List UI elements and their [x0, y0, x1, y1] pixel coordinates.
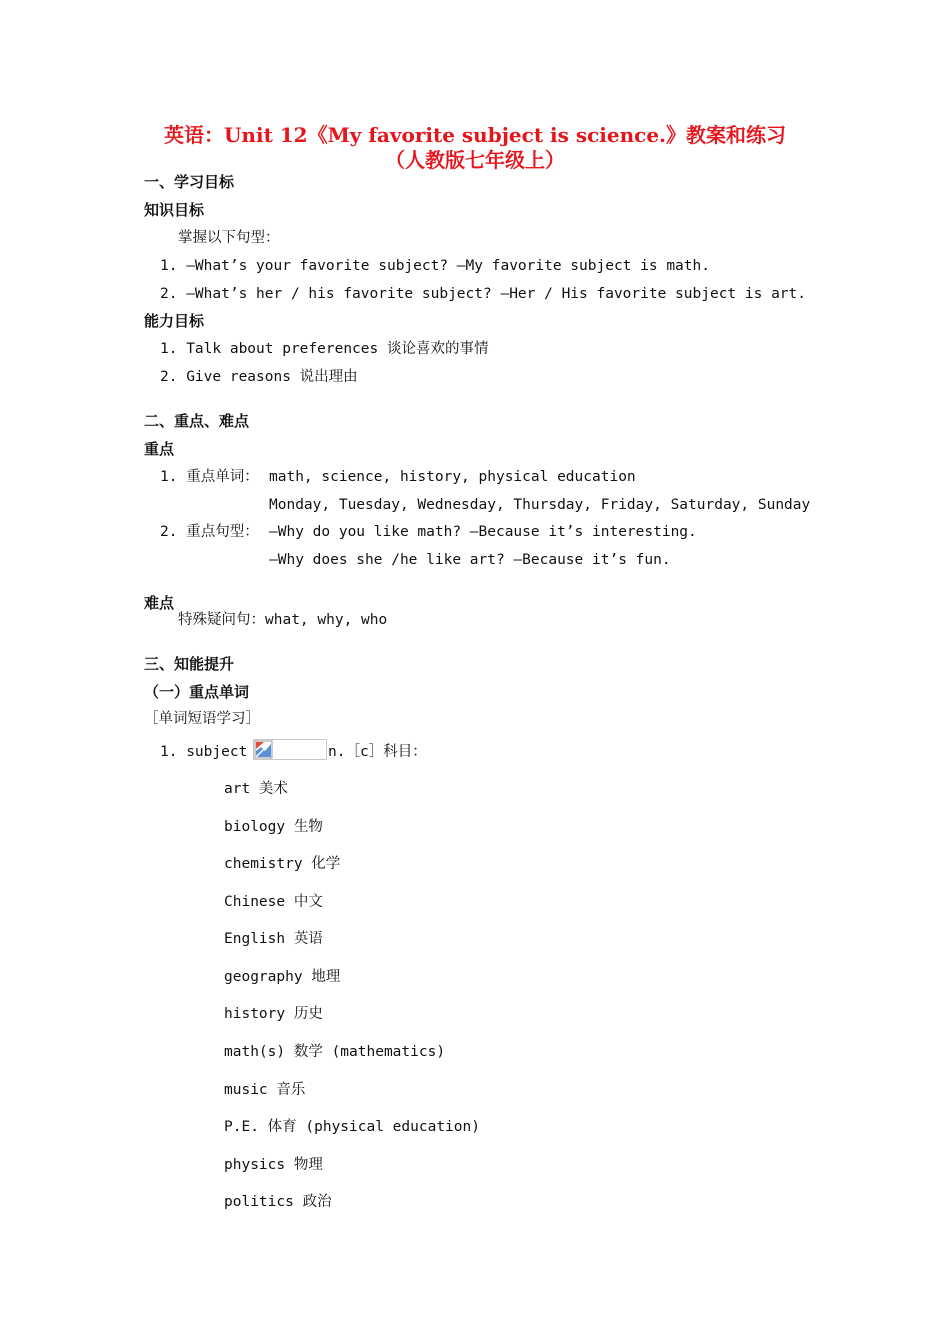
subject-biology: biology 生物 [224, 819, 323, 835]
subheading-difficult: 难点 [144, 594, 175, 612]
section-heading-objectives: 一、学习目标 [144, 173, 235, 191]
subject-politics: politics 政治 [224, 1194, 332, 1210]
document-subtitle: （人教版七年级上） [385, 148, 565, 172]
subheading-knowledge: 知识目标 [144, 201, 205, 219]
subject-geography: geography 地理 [224, 969, 341, 985]
subject-music: music 音乐 [224, 1082, 306, 1098]
knowledge-intro: 掌握以下句型： [178, 230, 280, 246]
subject-chinese: Chinese 中文 [224, 894, 323, 910]
key-item-2-line-2: —Why does she /he like art? —Because it’s fun. [269, 552, 671, 568]
ability-item-1: 1. Talk about preferences 谈论喜欢的事情 [160, 341, 489, 357]
subheading-key: 重点 [144, 440, 175, 458]
key-item-1-line-1: math, science, history, physical education [269, 469, 636, 485]
subject-english: English 英语 [224, 931, 323, 947]
ability-item-2: 2. Give reasons 说出理由 [160, 369, 358, 385]
knowledge-item-2: 2. —What’s her / his favorite subject? —Her / His favorite subject is art. [160, 286, 807, 302]
subheading-ability: 能力目标 [144, 312, 205, 330]
subject-history: history 历史 [224, 1006, 323, 1022]
knowledge-item-1: 1. —What’s your favorite subject? —My favorite subject is math. [160, 258, 710, 274]
vocab-item-1-word: 1. subject [160, 744, 248, 760]
bracket-label: ［单词短语学习］ [144, 711, 260, 727]
subject-art: art 美术 [224, 781, 288, 797]
difficult-text: 特殊疑问句：what, why, who [178, 612, 388, 628]
key-item-2-label: 2. 重点句型： [160, 524, 259, 540]
vocab-item-1-definition: n.［c］科目： [328, 744, 427, 760]
subject-math: math(s) 数学 (mathematics) [224, 1044, 446, 1060]
document-title: 英语：Unit 12《My favorite subject is science.》教案和练习 [163, 123, 787, 147]
subject-pe: P.E. 体育 (physical education) [224, 1119, 480, 1135]
broken-image-icon [254, 740, 274, 760]
key-item-1-label: 1. 重点单词： [160, 469, 259, 485]
section-heading-skills: 三、知能提升 [144, 655, 235, 673]
subject-physics: physics 物理 [224, 1157, 323, 1173]
subject-chemistry: chemistry 化学 [224, 856, 341, 872]
section-heading-key-points: 二、重点、难点 [144, 412, 250, 430]
key-item-2-line-1: —Why do you like math? —Because it’s interesting. [269, 524, 697, 540]
subheading-key-words: （一）重点单词 [144, 683, 250, 701]
key-item-1-line-2: Monday, Tuesday, Wednesday, Thursday, Friday, Saturday, Sunday [269, 497, 811, 513]
broken-image-placeholder [253, 739, 327, 760]
